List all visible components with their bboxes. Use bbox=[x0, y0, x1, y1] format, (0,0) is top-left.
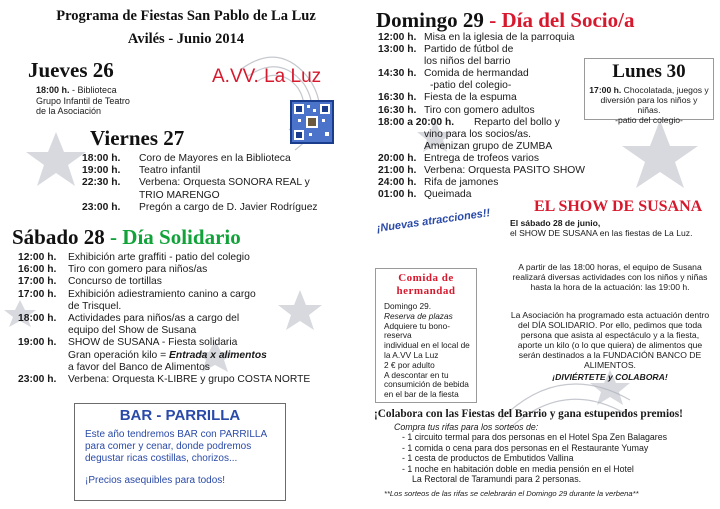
schedule-item: 14:30 h. Comida de hermandad bbox=[378, 68, 529, 80]
raffle-item: - 1 circuito termal para dos personas en el Hotel Spa Zen Balagares bbox=[402, 432, 668, 443]
jueves-place: - Biblioteca bbox=[72, 85, 117, 95]
schedule-item: 17:00 h. Exhibición adiestramiento canino a cargo bbox=[18, 288, 256, 300]
schedule-item-cont: Gran operación kilo = Entrada x alimentos bbox=[68, 349, 267, 361]
lunes-box bbox=[584, 58, 714, 125]
schedule-item: 18:00 h. Actividades para niños/as a cargo del bbox=[18, 313, 240, 325]
schedule-item: 19:00 h. SHOW de SUSANA - Fiesta solidaria bbox=[18, 337, 238, 349]
schedule-item: 12:00 h. Misa en la iglesia de la parroquia bbox=[378, 32, 575, 43]
raffle-title: ¡Colabora con las Fiestas del Barrio y gana estupendos premios! bbox=[374, 408, 683, 420]
raffle-list bbox=[392, 422, 712, 484]
jueves-title: Jueves 26 bbox=[28, 58, 114, 82]
comida-details: Domingo 29. Reserva de plazas Adquiere tu bono-reserva individual en el local de la A.VV La Luz 2 € por adulto A descontar en tu consumición de bebida en el bar de la fiesta bbox=[384, 301, 470, 400]
show-paragraph-3: ¡DIVIÉRTETE y COLABORA! bbox=[552, 372, 668, 382]
raffle-item: - 1 cesta de productos de Embutidos Vallina bbox=[402, 453, 574, 464]
schedule-item: 22:30 h. Verbena: Orquesta SONORA REAL y bbox=[82, 177, 310, 189]
bar-text: Este año tendremos BAR con PARRILLA para comer y cenar, donde podremos degustar ricas costillas, chorizos... bbox=[85, 429, 267, 464]
comida-title: Comida de hermandad bbox=[396, 272, 456, 297]
schedule-item-cont: -patio del colegio- bbox=[430, 80, 512, 92]
schedule-item-cont: los niños del barrio bbox=[424, 56, 511, 68]
schedule-item: 23:00 h. Verbena: Orquesta K-LIBRE y grupo COSTA NORTE bbox=[18, 374, 311, 386]
lunes-title: Lunes 30 bbox=[612, 61, 686, 82]
raffle-item: - 1 noche en habitación doble en media pensión en el Hotel bbox=[402, 463, 634, 474]
sabado-subtitle: Día Solidario bbox=[122, 225, 241, 249]
schedule-item: 20:00 h. Entrega de trofeos varios bbox=[378, 152, 540, 164]
show-paragraph-2: La Asociación ha programado esta actuación dentro del DÍA SOLIDARIO. Por ello, pedimos que toda persona que asista al espectáculo y a la fiesta, aporte un kilo (o lo que quiera) de alimentos que serán destinados a la FUNDACIÓN BANCO DE ALIMENTOS. bbox=[510, 310, 710, 370]
schedule-item: 13:00 h. Partido de fútbol de bbox=[378, 44, 514, 56]
show-paragraph-1: A partir de las 18:00 horas, el equipo de Susana realizará diversas actividades con los niños y niñas hasta la hora de la actuación: las 19:00 h. bbox=[512, 262, 708, 292]
program-subtitle: Avilés - Junio 2014 bbox=[127, 31, 245, 47]
schedule-item-cont: Amenizan grupo de ZUMBA bbox=[424, 140, 553, 152]
jueves-details bbox=[36, 85, 206, 117]
schedule-item: 23:00 h. Pregón a cargo de D. Javier Rodríguez bbox=[82, 201, 318, 213]
qr-code-icon bbox=[290, 100, 334, 144]
association-name: A.VV. La Luz bbox=[212, 66, 322, 87]
schedule-item-cont: de Trisquel. bbox=[68, 300, 122, 312]
jueves-time: 18:00 h. bbox=[36, 85, 70, 95]
domingo-subtitle: Día del Socio/a bbox=[501, 8, 635, 32]
schedule-item: 21:00 h. Verbena: Orquesta PASITO SHOW bbox=[378, 165, 586, 177]
schedule-item: 18:00 a 20:00 h. Reparto del bollo y bbox=[378, 116, 560, 128]
bar-parrilla-box bbox=[74, 403, 286, 501]
show-intro: El sábado 28 de junio, el SHOW DE SUSANA en las fiestas de La Luz. bbox=[510, 218, 693, 238]
schedule-item: 16:00 h. Tiro con gomero para niños/as bbox=[18, 264, 208, 276]
viernes-title: Viernes 27 bbox=[90, 126, 185, 150]
raffle-item: La Rectoral de Taramundi para 2 personas. bbox=[412, 474, 582, 485]
food-entry-emphasis: Entrada x alimentos bbox=[169, 349, 267, 361]
bar-title: BAR - PARRILLA bbox=[119, 407, 241, 424]
domingo-title: Domingo 29 - Día del Socio/a bbox=[376, 8, 635, 32]
schedule-item: 16:30 h. Fiesta de la espuma bbox=[378, 92, 517, 104]
raffle-note: **Los sorteos de las rifas se celebrarán el Domingo 29 durante la verbena** bbox=[384, 489, 639, 498]
raffle-item: - 1 comida o cena para dos personas en el Restaurante Yumay bbox=[402, 442, 649, 453]
schedule-item: 01:00 h. Queimada bbox=[378, 189, 472, 201]
schedule-item-cont: vino para los socios/as. bbox=[424, 128, 532, 140]
domingo-schedule bbox=[378, 32, 618, 201]
jueves-line-3: de la Asociación bbox=[36, 106, 102, 116]
schedule-item: 24:00 h. Rifa de jamones bbox=[378, 177, 499, 189]
schedule-item-cont: a favor del Banco de Alimentos bbox=[68, 361, 210, 373]
comida-box bbox=[375, 268, 477, 403]
jueves-line-2: Grupo Infantil de Teatro bbox=[36, 95, 130, 106]
sabado-schedule bbox=[18, 252, 363, 386]
sabado-title: Sábado 28 - Día Solidario bbox=[12, 225, 241, 249]
bar-footer: ¡Precios asequibles para todos! bbox=[85, 475, 226, 486]
schedule-item: 18:00 h. Coro de Mayores en la Biblioteca bbox=[82, 153, 291, 164]
viernes-schedule bbox=[82, 153, 362, 214]
schedule-item: 17:00 h. Concurso de tortillas bbox=[18, 276, 162, 288]
new-attractions-badge: ¡Nuevas atracciones!! bbox=[376, 207, 491, 235]
schedule-item-cont: TRIO MARENGO bbox=[139, 189, 220, 201]
raffle-intro: Compra tus rifas para los sorteos de: bbox=[394, 422, 539, 432]
schedule-item: 12:00 h. Exhibición arte graffiti - patio del colegio bbox=[18, 252, 250, 263]
schedule-item: 16:30 h. Tiro con gomero adultos bbox=[378, 104, 535, 116]
lunes-details: 17:00 h. Chocolatada, juegos y diversión para los niños y niñas. -patio del colegio- bbox=[589, 85, 709, 125]
program-title: Programa de Fiestas San Pablo de La Luz bbox=[56, 8, 316, 24]
schedule-item: 19:00 h. Teatro infantil bbox=[82, 165, 201, 177]
show-title: EL SHOW DE SUSANA bbox=[534, 198, 703, 215]
schedule-item-cont: equipo del Show de Susana bbox=[68, 325, 197, 337]
